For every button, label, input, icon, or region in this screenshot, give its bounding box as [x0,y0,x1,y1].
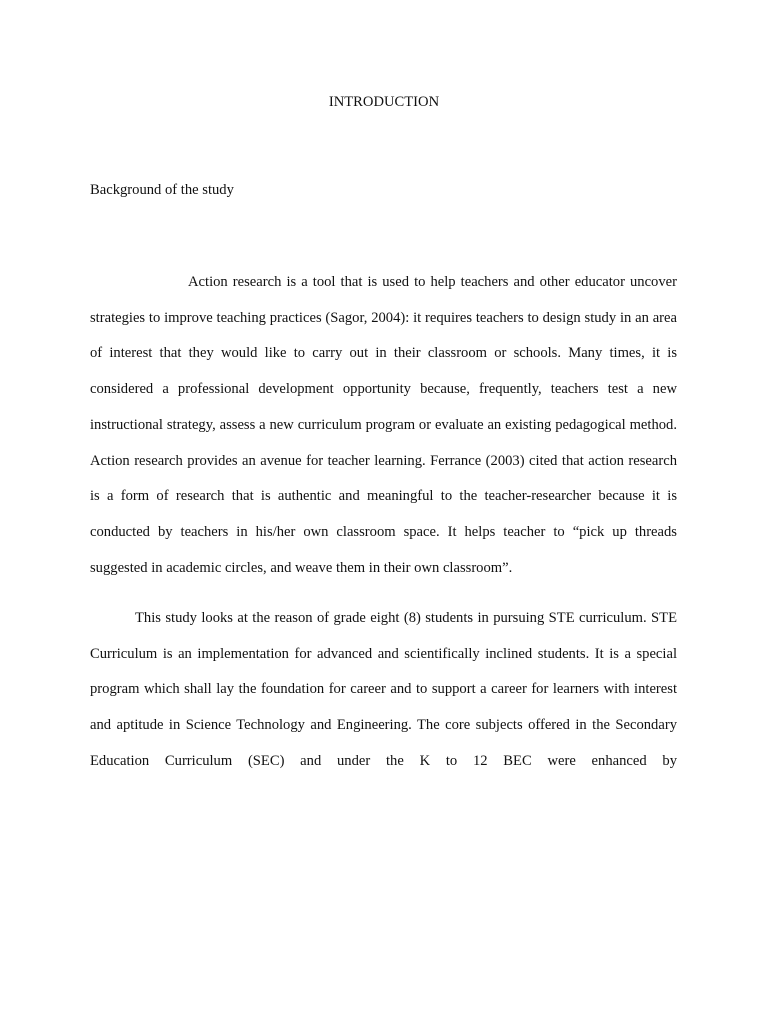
paragraph-study-overview: This study looks at the reason of grade eight (8) students in pursuing STE curriculum. STE Curriculum is an implementation for advanced and scientifically inclined students. It is a special program which shall lay the foundation for career and to support a career for learners with interest and aptitude in Science Technology and Engineering. The core subjects offered in the Secondary Education Curriculum (SEC) and under the K to 12 BEC were enhanced by [90,610,677,769]
paragraph-action-research: Action research is a tool that is used to help teachers and other educator uncover strategies to improve teaching practices (Sagor, 2004): it requires teachers to design study in an area of interest that they would like to carry out in their classroom or schools. Many times, it is considered a professional development opportunity because, frequently, teachers test a new instructional strategy, assess a new curriculum program or evaluate an existing pedagogical method. Action research provides an avenue for teacher learning. Ferrance (2003) cited that action research is a form of research that is authentic and meaningful to the teacher-researcher because it is conducted by teachers in his/her own classroom space. It helps teacher to “pick up threads suggested in academic circles, and weave them in their own classroom”. [90,274,677,576]
section-heading: Background of the study [90,182,234,198]
page-title: INTRODUCTION [328,94,440,110]
